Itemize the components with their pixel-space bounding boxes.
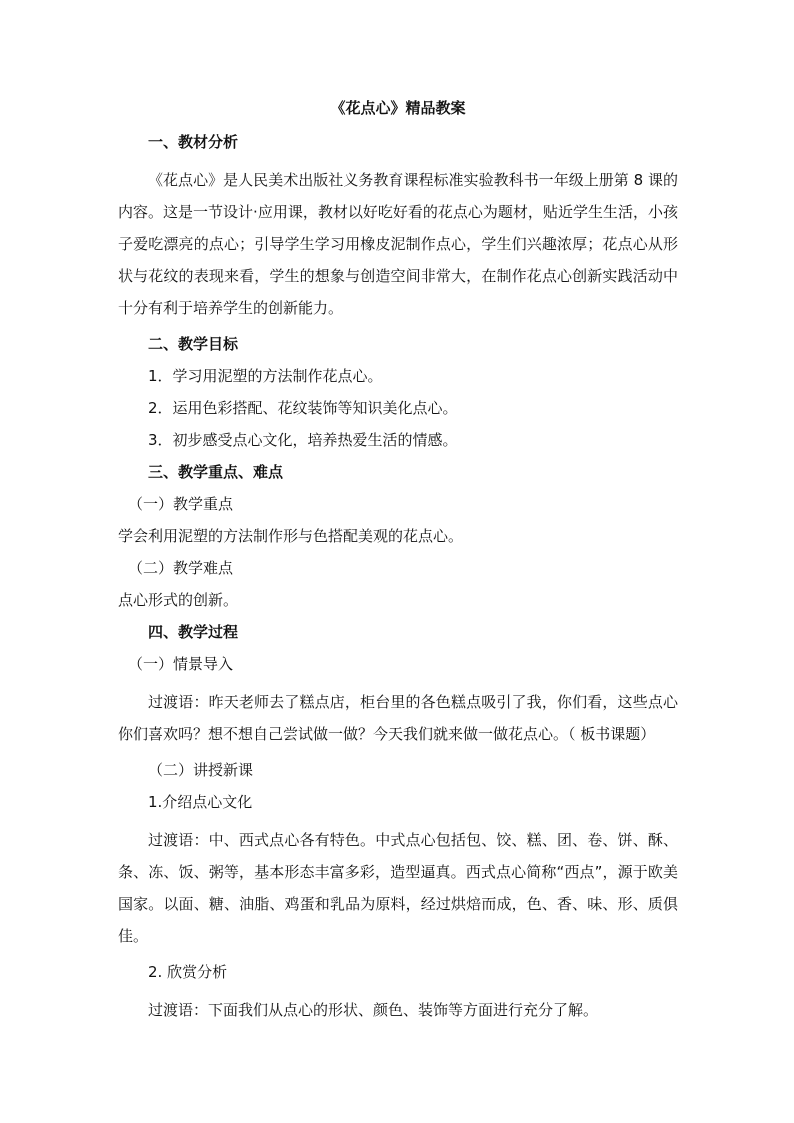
key-point-text: 学会利用泥塑的方法制作形与色搭配美观的花点心。 — [118, 527, 464, 545]
scene-intro-paragraph: 过渡语：昨天老师去了糕点店，柜台里的各色糕点吸引了我，你们看，这些点心你们喜欢吗？想不想自己尝试做一做？今天我们就来做一做花点心。（ 板书课题） — [118, 693, 678, 743]
materials-paragraph: 《花点心》是人民美术出版社义务教育课程标准实验教科书一年级上册第 8 课的内容。这是一节设计·应用课，教材以好吃好看的花点心为题材，贴近学生生活，小孩子爱吃漂亮的点心；引导学生学习用橡皮泥制作点心，学生们兴趣浓厚；花点心从形状与花纹的表现来看，学生的想象与创造空间非常大，在制作花点心创新实践活动中十分有利于培养学生的创新能力。 — [118, 171, 678, 317]
goal-item: 1．学习用泥塑的方法制作花点心。 — [148, 367, 383, 385]
subheading-key-point: （一）教学重点 — [128, 495, 234, 513]
difficult-point-text: 点心形式的创新。 — [118, 591, 239, 609]
section-heading-key-points: 三、教学重点、难点 — [148, 463, 284, 481]
culture-paragraph: 过渡语：中、西式点心各有特色。中式点心包括包、饺、糕、团、卷、饼、酥、条、冻、饭、粥等，基本形态丰富多彩，造型逼真。西式点心简称“西点”，源于欧美国家。以面、糖、油脂、鸡蛋和乳品为原料，经过烘焙而成，色、香、味、形、质俱佳。 — [118, 831, 678, 945]
point-culture: 1.介绍点心文化 — [148, 793, 253, 811]
subheading-new-lesson: （二）讲授新课 — [148, 761, 254, 779]
goal-item: 3．初步感受点心文化，培养热爱生活的情感。 — [148, 431, 458, 449]
document-body — [118, 98, 678, 1026]
point-appreciation: 2. 欣赏分析 — [148, 963, 228, 981]
appreciation-paragraph: 过渡语：下面我们从点心的形状、颜色、装饰等方面进行充分了解。 — [148, 1001, 599, 1019]
goal-item: 2．运用色彩搭配、花纹装饰等知识美化点心。 — [148, 399, 458, 417]
subheading-difficult-point: （二）教学难点 — [128, 559, 234, 577]
subheading-scene-intro: （一）情景导入 — [128, 655, 234, 673]
document-title: 《花点心》精品教案 — [330, 99, 466, 117]
section-heading-materials: 一、教材分析 — [148, 133, 239, 151]
section-heading-process: 四、教学过程 — [148, 623, 239, 641]
section-heading-goals: 二、教学目标 — [148, 335, 239, 353]
